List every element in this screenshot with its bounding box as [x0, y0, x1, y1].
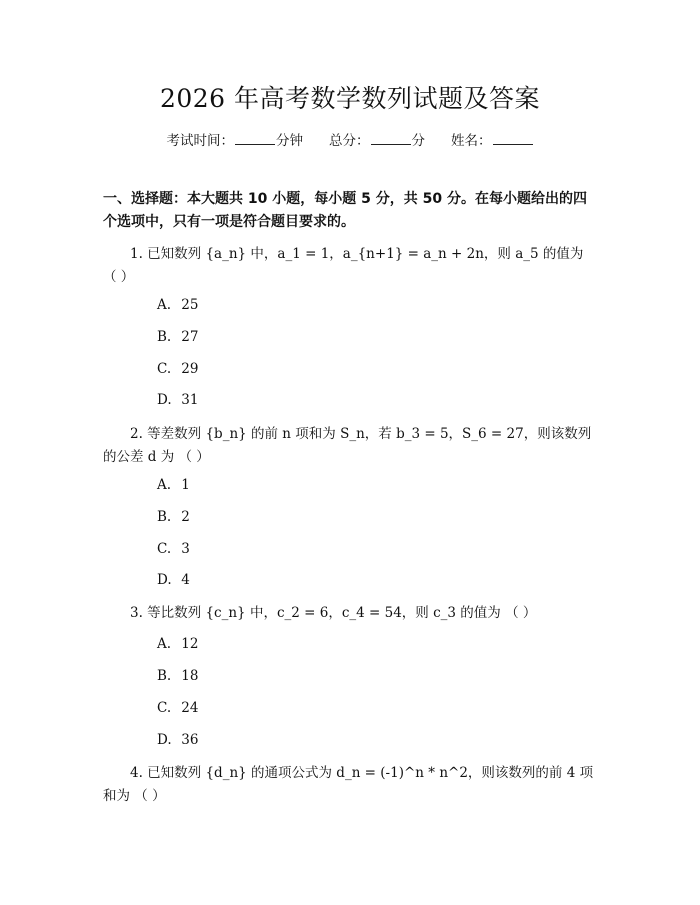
time-blank[interactable]: [235, 131, 275, 145]
option-value: 24: [181, 700, 199, 716]
q2-option-b[interactable]: [157, 507, 190, 527]
option-label: D.: [157, 392, 172, 408]
exam-time: [167, 131, 304, 151]
q3-option-c[interactable]: [157, 698, 198, 718]
question-3: 3. 等比数列 {c_n} 中，c_2 = 6，c_4 = 54，则 c_3 的值为 （ ）: [130, 605, 537, 621]
time-unit: 分钟: [276, 133, 303, 149]
option-value: 4: [181, 572, 190, 588]
option-value: 36: [181, 732, 199, 748]
question-1: 1. 已知数列 {a_n} 中，a_1 = 1，a_{n+1} = a_n + 2n，则 a_5 的值为 （ ）: [103, 246, 584, 285]
option-value: 2: [181, 509, 190, 525]
student-name: [451, 131, 534, 151]
option-label: C.: [157, 541, 172, 557]
option-value: 3: [181, 541, 190, 557]
option-label: C.: [157, 361, 172, 377]
option-label: A.: [157, 636, 172, 652]
option-value: 25: [181, 297, 199, 313]
q3-option-b[interactable]: [157, 666, 198, 686]
option-value: 27: [181, 329, 199, 345]
q2-option-a[interactable]: [157, 475, 190, 495]
option-label: B.: [157, 509, 172, 525]
option-label: A.: [157, 477, 172, 493]
exam-meta: [0, 131, 700, 151]
score-label: 总分：: [329, 133, 370, 149]
option-label: B.: [157, 668, 172, 684]
time-label: 考试时间：: [166, 133, 234, 149]
question-2: 2. 等差数列 {b_n} 的前 n 项和为 S_n，若 b_3 = 5，S_6 = 27，则该数列的公差 d 为 （ ）: [103, 426, 592, 465]
option-label: B.: [157, 329, 172, 345]
q2-option-d[interactable]: [157, 570, 190, 590]
name-label: 姓名：: [451, 133, 492, 149]
q2-option-c[interactable]: [157, 539, 190, 559]
option-value: 12: [181, 636, 199, 652]
q1-option-a[interactable]: [157, 295, 198, 315]
option-label: A.: [157, 297, 172, 313]
option-value: 31: [181, 392, 199, 408]
q1-option-c[interactable]: [157, 359, 198, 379]
option-label: D.: [157, 572, 172, 588]
q1-option-b[interactable]: [157, 327, 198, 347]
option-value: 29: [181, 361, 199, 377]
page-title: 2026 年高考数学数列试题及答案: [159, 84, 541, 113]
total-score: [329, 131, 425, 151]
question-4: 4. 已知数列 {d_n} 的通项公式为 d_n = (-1)^n * n^2，则该数列的前 4 项和为 （ ）: [103, 765, 594, 804]
score-unit: 分: [411, 133, 425, 149]
score-blank[interactable]: [371, 131, 411, 145]
option-value: 18: [181, 668, 199, 684]
q1-option-d[interactable]: [157, 390, 198, 410]
option-label: C.: [157, 700, 172, 716]
q3-option-d[interactable]: [157, 730, 198, 750]
section-heading: 一、选择题：本大题共 10 小题，每小题 5 分，共 50 分。在每小题给出的四个选项中，只有一项是符合题目要求的。: [103, 191, 587, 230]
q3-option-a[interactable]: [157, 634, 198, 654]
option-label: D.: [157, 732, 172, 748]
name-blank[interactable]: [493, 131, 533, 145]
option-value: 1: [181, 477, 190, 493]
